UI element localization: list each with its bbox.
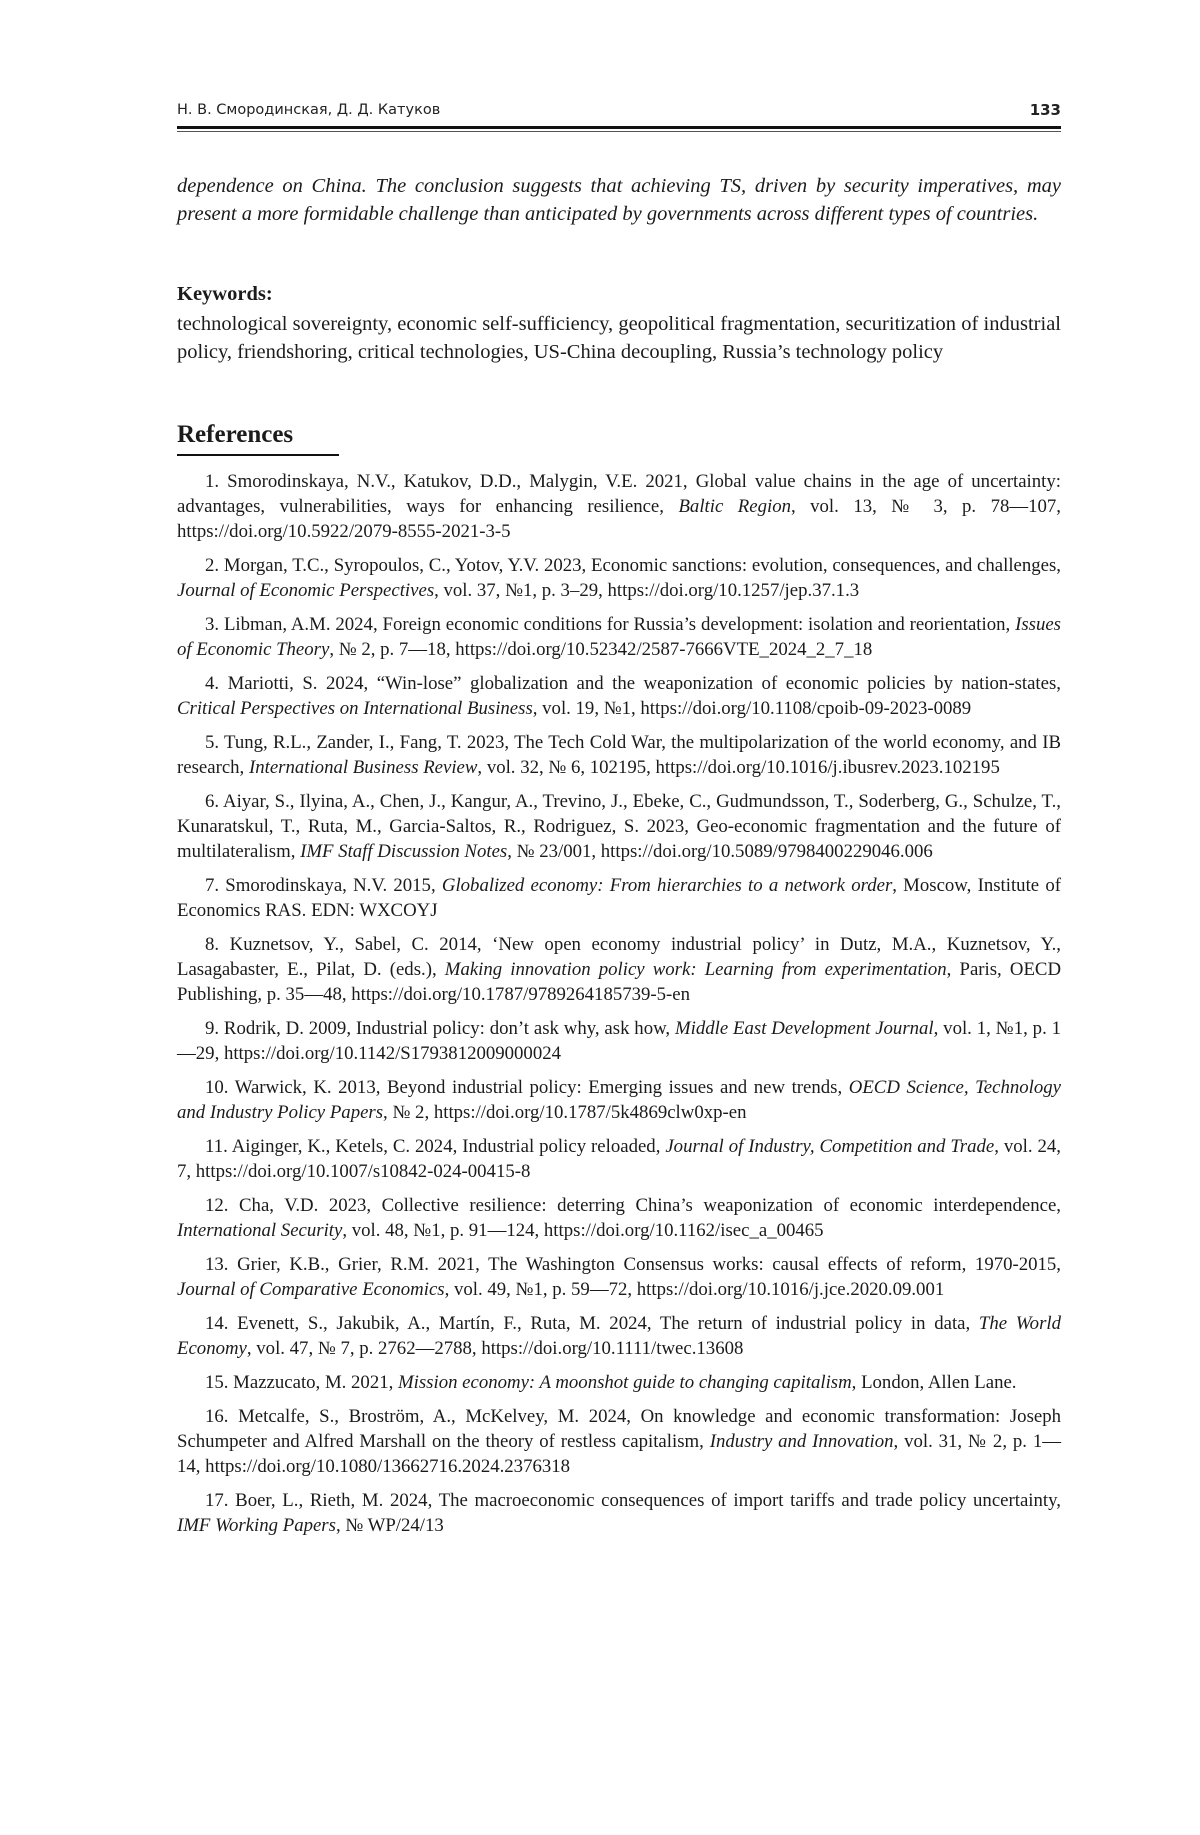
reference-source: Issues of Economic Theory [177, 614, 1061, 660]
reference-source: IMF Staff Discussion Notes [300, 841, 508, 862]
reference-list [177, 469, 1061, 1547]
reference-details: , № 2, p. 7—18, https://doi.org/10.52342/2587-7666VTE_2024_2_7_18 [329, 639, 873, 660]
reference-source: Middle East Development Journal [674, 1018, 934, 1039]
reference-text: 14. Evenett, S., Jakubik, A., Martín, F., Ruta, M. 2024, The return of industrial policy in data, [205, 1313, 979, 1334]
reference-text: 13. Grier, K.B., Grier, R.M. 2021, The Washington Consensus works: causal effects of reform, 1970-2015, [205, 1254, 1061, 1275]
reference-text: 17. Boer, L., Rieth, M. 2024, The macroeconomic consequences of import tariffs and trade policy uncertainty, [205, 1490, 1061, 1511]
reference-source: IMF Working Papers [177, 1515, 336, 1536]
reference-text: 12. Cha, V.D. 2023, Collective resilience: deterring China’s weaponization of economic interdependence, [205, 1195, 1061, 1216]
header-rule-thin [177, 131, 1061, 132]
reference-details: , vol. 32, № 6, 102195, https://doi.org/10.1016/j.ibusrev.2023.102195 [477, 757, 1000, 778]
reference-item [177, 612, 1061, 662]
reference-item [177, 873, 1061, 923]
reference-item [177, 1252, 1061, 1302]
reference-source: Baltic Region [678, 496, 791, 517]
header-rule [177, 126, 1061, 129]
reference-item [177, 1016, 1061, 1066]
reference-details: , № 2, https://doi.org/10.1787/5k4869clw0xp-en [383, 1102, 747, 1123]
reference-item [177, 1075, 1061, 1125]
reference-source: Mission economy: A moonshot guide to changing capitalism [398, 1372, 852, 1393]
reference-text: 4. Mariotti, S. 2024, “Win-lose” globalization and the weaponization of economic policies by nation-states, [205, 673, 1061, 694]
references-heading-underline [177, 454, 339, 456]
reference-source: International Business Review [248, 757, 478, 778]
abstract-tail: dependence on China. The conclusion suggests that achieving TS, driven by security imperatives, may present a more formidable challenge than anticipated by governments across different types of countries. [177, 175, 1061, 225]
reference-text: 10. Warwick, K. 2013, Beyond industrial policy: Emerging issues and new trends, [205, 1077, 849, 1098]
reference-item [177, 932, 1061, 1007]
reference-details: , vol. 19, №1, https://doi.org/10.1108/cpoib-09-2023-0089 [532, 698, 972, 719]
reference-source: Journal of Industry, Competition and Trade [665, 1136, 995, 1157]
reference-details: , Paris, OECD Publishing, p. 35—48, https://doi.org/10.1787/9789264185739-5-en [177, 959, 1062, 1005]
reference-source: The World Economy [177, 1313, 1061, 1359]
keywords-text: technological sovereignty, economic self-sufficiency, geopolitical fragmentation, securitization of industrial policy, friendshoring, critical technologies, US-China decoupling, Russia’s technology policy [177, 313, 1061, 363]
reference-item [177, 1311, 1061, 1361]
reference-item [177, 553, 1061, 603]
reference-text: 7. Smorodinskaya, N.V. 2015, [205, 875, 442, 896]
reference-item [177, 1193, 1061, 1243]
reference-source: Making innovation policy work: Learning from experimentation [444, 959, 947, 980]
reference-text: 8. Kuznetsov, Y., Sabel, C. 2014, ‘New open economy industrial policy’ in Dutz, M.A., Kuznetsov, Y., Lasagabaster, E., Pilat, D. (eds.), [177, 934, 1061, 980]
reference-source: Globalized economy: From hierarchies to a network order [441, 875, 893, 896]
reference-text: 6. Aiyar, S., Ilyina, A., Chen, J., Kangur, A., Trevino, J., Ebeke, C., Gudmundsson, T., Soderberg, G., Schulze, T., Kunaratskul, T., Ruta, M., Garcia-Saltos, R., Rodriguez, S. 2023, Geo-economic fragmentation and the future of multilateralism, [177, 791, 1061, 862]
reference-text: 2. Morgan, T.C., Syropoulos, C., Yotov, Y.V. 2023, Economic sanctions: evolution, consequences, and challenges, [205, 555, 1061, 576]
reference-details: , vol. 24, 7, https://doi.org/10.1007/s10842-024-00415-8 [177, 1136, 1061, 1182]
reference-item [177, 1134, 1061, 1184]
reference-details: , vol. 47, № 7, p. 2762—2788, https://doi.org/10.1111/twec.13608 [246, 1338, 744, 1359]
running-head [177, 100, 1061, 122]
reference-source: Industry and Innovation [709, 1431, 894, 1452]
reference-details: , vol. 1, №1, p. 1—29, https://doi.org/10.1142/S1793812009000024 [177, 1018, 1062, 1064]
reference-source: Journal of Comparative Economics [177, 1279, 445, 1300]
header-authors: Н. В. Смородинская, Д. Д. Катуков [177, 102, 441, 118]
reference-source: Journal of Economic Perspectives [177, 580, 435, 601]
reference-details: , vol. 37, №1, p. 3–29, https://doi.org/10.1257/jep.37.1.3 [434, 580, 860, 601]
reference-details: , vol. 49, №1, p. 59—72, https://doi.org/10.1016/j.jce.2020.09.001 [444, 1279, 945, 1300]
reference-text: 11. Aiginger, K., Ketels, C. 2024, Industrial policy reloaded, [205, 1136, 666, 1157]
reference-item [177, 1370, 1061, 1395]
reference-text: 5. Tung, R.L., Zander, I., Fang, T. 2023, The Tech Cold War, the multipolarization of the world economy, and IB research, [177, 732, 1061, 778]
reference-item [177, 1488, 1061, 1538]
reference-details: , № 23/001, https://doi.org/10.5089/9798400229046.006 [507, 841, 933, 862]
reference-source: Critical Perspectives on International Business [177, 698, 533, 719]
reference-text: 3. Libman, A.M. 2024, Foreign economic conditions for Russia’s development: isolation and reorientation, [205, 614, 1016, 635]
reference-details: , № WP/24/13 [335, 1515, 444, 1536]
reference-item [177, 1404, 1061, 1479]
reference-text: 1. Smorodinskaya, N.V., Katukov, D.D., Malygin, V.E. 2021, Global value chains in the age of uncertainty: advantages, vulnerabilities, ways for enhancing resilience, [177, 471, 1061, 517]
reference-details: , vol. 13, № 3, p. 78—107, https://doi.org/10.5922/2079-8555-2021-3-5 [177, 496, 1062, 542]
reference-source: International Security [177, 1220, 343, 1241]
reference-details: , London, Allen Lane. [851, 1372, 1017, 1393]
reference-text: 16. Metcalfe, S., Broström, A., McKelvey, M. 2024, On knowledge and economic transformation: Joseph Schumpeter and Alfred Marshall on the theory of restless capitalism, [177, 1406, 1061, 1452]
reference-source: OECD Science, Technology and Industry Policy Papers [177, 1077, 1061, 1123]
reference-item [177, 730, 1061, 780]
reference-details: , vol. 31, № 2, p. 1—14, https://doi.org/10.1080/13662716.2024.2376318 [177, 1431, 1061, 1477]
reference-details: , vol. 48, №1, p. 91—124, https://doi.org/10.1162/isec_a_00465 [342, 1220, 824, 1241]
reference-text: 9. Rodrik, D. 2009, Industrial policy: don’t ask why, ask how, [205, 1018, 675, 1039]
reference-text: 15. Mazzucato, M. 2021, [205, 1372, 398, 1393]
reference-details: , Moscow, Institute of Economics RAS. EDN: WXCOYJ [177, 875, 1061, 921]
page-number: 133 [1029, 101, 1061, 119]
reference-item [177, 671, 1061, 721]
reference-item [177, 469, 1061, 544]
keywords-heading: Keywords: [177, 283, 273, 305]
reference-item [177, 789, 1061, 864]
references-heading: References [177, 421, 294, 448]
